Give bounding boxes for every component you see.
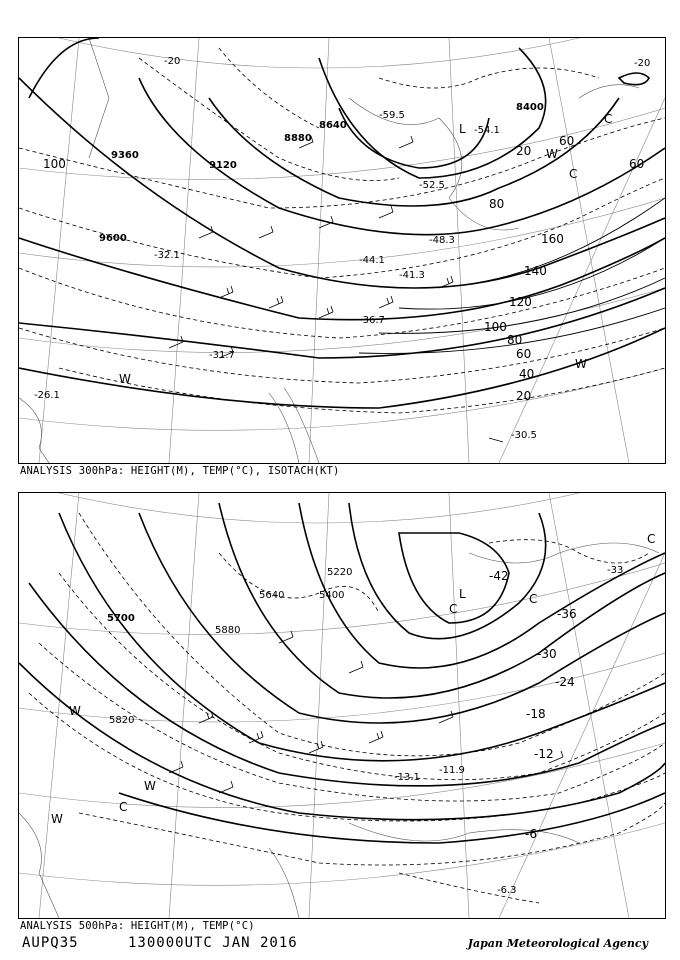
map-300hpa-svg (19, 38, 665, 463)
warm-symbol: W (51, 812, 63, 826)
cold-symbol: C (449, 602, 458, 616)
isotach-label: 80 (507, 333, 523, 347)
isotach-label: 20 (516, 144, 532, 158)
isotach-label: 100 (484, 320, 507, 334)
low-symbol: L (459, 587, 466, 601)
temp-label: -41.3 (399, 270, 425, 281)
isotach-label: 60 (629, 157, 645, 171)
temp-label: -30 (537, 647, 557, 661)
height-label: 8400 (516, 102, 544, 113)
height-label: 8640 (319, 120, 347, 131)
height-label: 9600 (99, 233, 127, 244)
height-label: 5820 (109, 715, 135, 726)
temp-label: -6 (525, 827, 537, 841)
temp-label: -11.9 (439, 765, 465, 776)
warm-symbol: W (546, 147, 558, 161)
map-300hpa (18, 37, 666, 464)
temp-label: -6.3 (497, 885, 517, 896)
chart-code: AUPQ35 (22, 935, 79, 951)
temp-label: -54.1 (474, 125, 500, 136)
height-label: 8880 (284, 133, 312, 144)
map-500hpa (18, 492, 666, 919)
temp-label: -26.1 (34, 390, 60, 401)
graticule (19, 493, 665, 918)
warm-symbol: W (119, 372, 131, 386)
isotach-label: 40 (519, 367, 535, 381)
warm-symbol: W (575, 357, 587, 371)
height-contours (19, 503, 665, 843)
isotach-labels (43, 134, 644, 403)
temp-labels (394, 565, 623, 896)
cold-symbol: C (529, 592, 538, 606)
height-label: 5880 (215, 625, 241, 636)
caption-500hpa: ANALYSIS 500hPa: HEIGHT(M), TEMP(°C) (20, 920, 255, 932)
isotach-label: 140 (524, 264, 547, 278)
temp-label: -12 (534, 747, 554, 761)
cold-symbol: C (569, 167, 578, 181)
temp-label: -59.5 (379, 110, 405, 121)
temp-label: -48.3 (429, 235, 455, 246)
warm-symbol: W (144, 779, 156, 793)
temp-label: -31.7 (209, 350, 235, 361)
isotach-label: 80 (489, 197, 505, 211)
height-contours (19, 38, 665, 408)
cold-symbol: C (604, 112, 613, 126)
temp-label: -36.7 (359, 315, 385, 326)
caption-300hpa: ANALYSIS 300hPa: HEIGHT(M), TEMP(°C), ISOTACH(KT) (20, 465, 340, 477)
warm-symbol: W (69, 704, 81, 718)
temp-label: -36 (557, 607, 577, 621)
temp-label: -42 (489, 569, 509, 583)
cold-symbol: C (647, 532, 656, 546)
temp-label: -20 (634, 58, 651, 69)
isotach-label: 120 (509, 295, 532, 309)
height-label: 5640 (259, 590, 285, 601)
isotach-label: 20 (516, 389, 532, 403)
height-label: 9360 (111, 150, 139, 161)
height-label: 5700 (107, 613, 135, 624)
height-labels (99, 102, 544, 244)
pressure-symbols (119, 112, 612, 386)
isotach-label: 60 (559, 134, 575, 148)
isotach-label: 160 (541, 232, 564, 246)
map-500hpa-svg (19, 493, 665, 918)
graticule (19, 38, 665, 463)
temp-label: -52.5 (419, 180, 445, 191)
height-label: 5220 (327, 567, 353, 578)
temp-label: -33 (607, 565, 624, 576)
low-symbol: L (459, 122, 466, 136)
isotach-label: 60 (516, 347, 532, 361)
temp-label: -30.5 (511, 430, 537, 441)
temp-label: -44.1 (359, 255, 385, 266)
temp-label: -32.1 (154, 250, 180, 261)
cold-symbol: C (119, 800, 128, 814)
agency-name: Japan Meteorological Agency (467, 937, 648, 950)
height-label: 5400 (319, 590, 345, 601)
temp-label: -13.1 (394, 772, 420, 783)
temp-label: -20 (164, 56, 181, 67)
temp-label: -18 (526, 707, 546, 721)
isotach-label: 100 (43, 157, 66, 171)
valid-time: 130000UTC JAN 2016 (128, 935, 298, 951)
height-label: 9120 (209, 160, 237, 171)
temp-label: -24 (555, 675, 575, 689)
